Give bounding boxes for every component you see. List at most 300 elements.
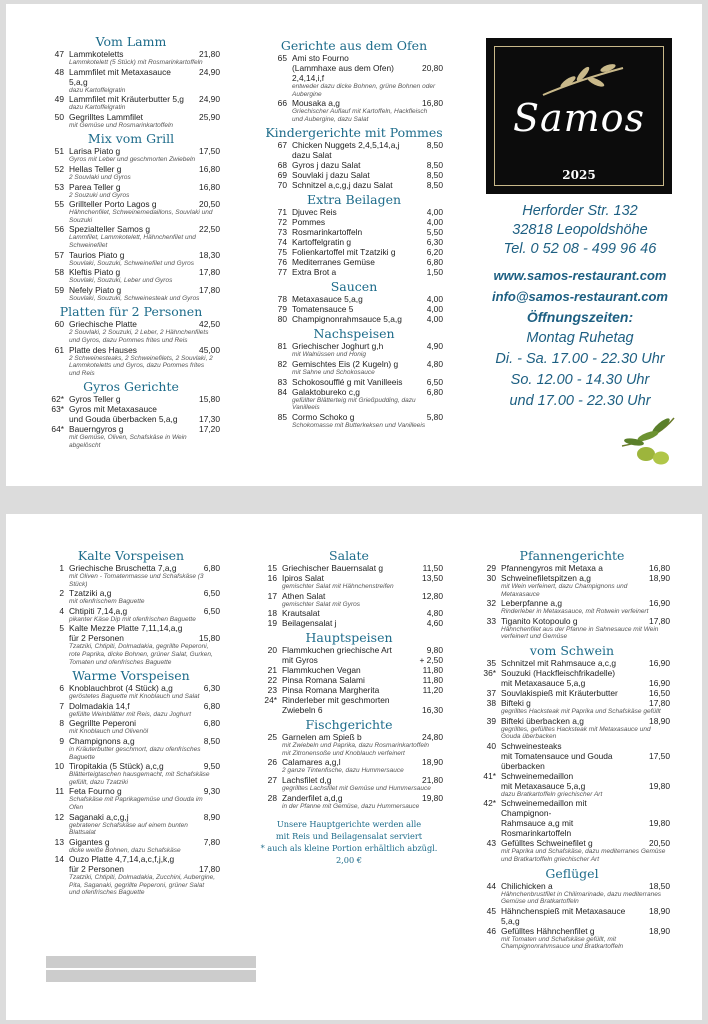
item-price: 20,50 [649,838,670,849]
section-title: Pfannengerichte [519,548,625,563]
opening-hours-line: So. 12.00 - 14.30 Uhr [510,372,650,388]
item-name: mit Tomatensauce und Gouda überbacken [501,750,613,771]
item-description: mit Sahne und Schokosauce [292,368,375,376]
item-price: 12,80 [422,590,443,601]
item-number: 9 [59,735,64,746]
item-name: Hellas Teller g [69,163,122,174]
item-name: Schnitzel a,c,g,j dazu Salat [292,180,393,191]
item-price: 6,80 [203,563,220,573]
item-description: Hähnchenfilet aus der Pfanne in Sahnesauce mit Wein verfeinert und Gemüse [501,625,659,641]
item-name: für 2 Personen [69,633,124,644]
item-number: 25 [267,732,277,743]
item-number: 80 [277,314,287,325]
item-price: 6,20 [426,247,443,258]
item-price: 6,50 [203,588,220,599]
opening-hours-list [482,328,678,412]
menu-item [42,285,220,303]
item-number: 62* [51,394,64,405]
item-price: 17,80 [199,864,220,875]
menu-item [474,781,670,799]
menu-item [42,854,220,864]
item-name: Griechischer Bauernsalat g [282,563,384,573]
menu-item [265,63,443,98]
item-price: 9,80 [426,645,443,656]
item-description: Lammkotelett (5 Stück) mit Rosmarinkartoffeln [69,59,203,66]
item-number: 77 [277,267,287,278]
item-name: Zwiebeln 6 [282,705,323,716]
item-name: Souvlaki j dazu Salat [292,170,370,181]
item-name: (Lammhaxe aus dem Ofen) 2,4,14,i,f [292,63,394,83]
menu-column-middle [265,36,443,429]
menu-item [42,563,220,588]
item-price: 11,20 [422,685,443,696]
item-price: 18,90 [649,925,670,936]
menu-item [42,837,220,855]
item-description: gemischter Salat mit Hähnchenstreifen [282,583,394,590]
section-title: Mix vom Grill [87,131,175,147]
item-price: 16,80 [199,181,220,192]
section-title: vom Schwein [529,642,615,658]
menu-item [255,563,443,573]
serving-note [255,818,443,866]
menu-item [265,267,443,277]
menu-item [474,658,670,668]
item-name: Schweinemedaillon [501,770,574,781]
item-name: Extra Brot a [292,267,337,278]
item-price: 6,30 [426,237,443,248]
item-number: 67 [277,140,287,151]
item-price: 24,90 [199,94,220,105]
item-name: Tzatziki a,g [69,588,112,599]
item-price: 19,80 [422,792,443,803]
item-name: mit Metaxasauce 5,a,g [501,677,586,688]
item-name: Gefülltes Hähnchenfilet g [501,925,595,936]
item-description: gemischter Salat mit Gyros [282,600,361,608]
menu-item [255,793,443,811]
item-price: 17,80 [649,615,670,626]
contact-block [482,202,678,412]
item-name: Feta Fourno g [69,786,122,797]
item-name: Mousaka a,g [292,98,340,109]
item-name: Flammkuchen Vegan [282,665,361,676]
item-price: 45,00 [199,344,220,355]
item-price: 4,80 [426,608,443,619]
menu-item [42,812,220,837]
item-description: Schafskäse mit Paprikagemüse und Gouda im Ofen [69,796,203,811]
item-name: Gemischtes Eis (2 Kugeln) g [292,358,399,369]
item-name: für 2 Personen [69,864,124,875]
item-description: gefüllter Blätterteig mit Grießpudding, dazu Vanilleeis [292,396,416,412]
item-name: Kalte Mezze Platte 7,11,14,a,g [69,623,183,634]
item-description: mit ofenfrischem Baguette [69,598,145,606]
item-price: 17,80 [649,697,670,708]
menu-item [255,705,443,715]
item-number: 17 [267,590,277,601]
item-price: 17,80 [199,267,220,278]
item-price: 22,50 [199,224,220,235]
item-price: 1,50 [426,267,443,278]
item-name: Tiganito Kotopoulo g [501,615,578,626]
item-description: Hähnchenbrustfilet in Chilimarinade, dazu mediterranes Gemüse und Bratkartoffeln [501,890,662,906]
item-price: 8,50 [426,170,443,181]
item-number: 82 [277,358,287,369]
item-price: 19,80 [649,780,670,791]
item-number: 18 [267,608,277,619]
menu-item [42,112,220,130]
item-price: 17,80 [199,284,220,295]
menu-item [265,377,443,387]
item-name: Djuvec Reis [292,207,337,218]
item-price: 15,80 [199,394,220,405]
menu-item [42,424,220,449]
opening-hours-title: Öffnungszeiten: [526,309,634,325]
item-description: mit Knoblauch und Olivenöl [69,728,149,736]
item-description: Rinderleber in Metaxasauce, mit Rotwein verfeinert [501,608,649,616]
item-price: 4,00 [426,217,443,228]
item-number: 64* [51,424,64,435]
section-title: Saucen [330,279,378,295]
item-price: 4,00 [426,304,443,315]
item-price: 4,60 [426,618,443,629]
item-number: 20 [267,645,277,656]
item-number: 74 [277,237,287,248]
item-name: Beilagensalat j [282,618,337,629]
item-name: Nefely Piato g [69,284,122,295]
item-name: Knoblauchbrot (4 Stück) a,g [69,683,173,694]
item-price: 21,80 [199,49,220,59]
item-description: mit Wein verfeinert, dazu Champignons und Metaxasauce [501,583,628,598]
menu-item [265,341,443,359]
item-number: 26 [267,757,277,768]
item-number: 72 [277,217,287,228]
menu-item [42,345,220,378]
item-name: Ipiros Salat [282,573,324,583]
item-price: 11,50 [422,563,443,573]
menu-item [474,688,670,698]
menu-item [474,678,670,688]
item-number: 45 [486,905,496,916]
menu-item [42,49,220,67]
item-price: 8,50 [426,160,443,171]
section-title: Warme Vorspeisen [72,668,190,684]
item-number: 66 [277,98,287,109]
item-price: 18,50 [649,880,670,891]
item-price: 4,00 [426,314,443,325]
item-name: Griechischer Joghurt g,h [292,341,384,352]
item-name: Schnitzel mit Rahmsauce a,c,g [501,657,616,668]
menu-item [42,67,220,95]
section-title: Vom Lamm [95,34,167,49]
menu-item [42,250,220,268]
item-description: gebratener Schafskäse auf einem bunten Blattsalat [69,821,188,837]
menu-item [255,675,443,685]
item-number: 36* [483,667,496,678]
section-title: Salate [329,548,369,563]
menu-item [42,94,220,112]
item-price: 18,90 [649,905,670,916]
allergen-legend [46,956,256,982]
item-name: Gefülltes Schweinefilet g [501,838,593,849]
menu-item [474,598,670,616]
item-number: 56 [54,224,64,235]
item-description: mit Walnüssen und Honig [292,351,366,359]
address-street: Herforder Str. 132 [522,203,638,219]
menu-item [474,771,670,781]
item-price: 9,30 [203,786,220,797]
menu-item [265,257,443,267]
item-number: 48 [54,66,64,77]
item-name: Metaxasauce 5,a,g [292,294,363,305]
menu-item [474,751,670,771]
item-price: 4,90 [426,341,443,352]
item-name: Pfannengyros mit Metaxa a [501,563,603,573]
item-name: Souvlakispieß mit Kräuterbutter [501,687,618,698]
item-number: 42* [483,798,496,809]
item-name: Chicken Nuggets 2,4,5,14,a,j dazu Salat [292,140,400,161]
menu-item [42,701,220,719]
menu-item [255,685,443,695]
item-price: 18,90 [649,715,670,726]
item-description: Souvlaki, Souzuki, Leber und Gyros [69,277,173,285]
menu-item [255,618,443,628]
item-name: mit Metaxasauce 5,a,g [501,780,586,791]
menu-item [265,304,443,314]
item-name: Griechische Bruschetta 7,a,g [69,563,177,573]
item-price: 5,80 [426,411,443,422]
section-title: Gyros Gerichte [83,379,179,395]
item-price: 20,50 [199,199,220,210]
item-name: Kartoffelgratin g [292,237,351,248]
item-price: 6,50 [203,605,220,616]
item-price: 19,80 [649,818,670,829]
menu-item [255,591,443,609]
menu-item [42,633,220,666]
item-price: 25,90 [199,111,220,122]
item-name: Gyros mit Metaxasauce [69,404,157,415]
item-name: Ouzo Platte 4,7,14,a,c,f,j,k,g [69,854,175,865]
item-name: Gyros j dazu Salat [292,160,361,171]
menu-column-right [474,546,670,951]
item-name: Garnelen am Spieß b [282,732,362,743]
item-number: 14 [54,854,64,865]
menu-item [474,881,670,906]
item-description: entweder dazu dicke Bohnen, grüne Bohnen oder Aubergine [292,83,436,98]
item-number: 40 [486,740,496,751]
item-description: mit Paprika und Schafskäse, dazu mediterranes Gemüse und Bratkartoffeln griechischer Art [501,848,666,863]
serving-note-line: mit Reis und Beilagensalat serviert [275,831,423,842]
item-name: Leberpfanne a,g [501,598,563,609]
item-name: Flammkuchen griechische Art [282,645,392,656]
phone-number[interactable]: Tel. 0 52 08 - 499 96 46 [503,241,657,257]
item-number: 43 [486,838,496,849]
item-price: 16,80 [649,563,670,573]
item-number: 6 [59,683,64,694]
item-price: 24,90 [199,66,220,77]
item-description: dazu Kartoffelgratin [69,104,126,112]
item-description: Lammfilet, Lammkotelett, Hähnchenfilet und Schweinefilet [69,234,196,249]
menu-column-middle [255,546,443,866]
item-name: Platte des Hauses [69,344,137,355]
item-number: 51 [54,146,64,157]
menu-item [265,412,443,430]
menu-item [42,623,220,633]
item-name: Galaktobureko c,g [292,386,360,397]
item-description: mit Zwiebeln und Paprika, dazu Rosmarinkartoffeln mit Zitronensoße und Knoblauch verfeinert [282,742,430,757]
item-price: 16,30 [422,705,443,716]
address-city: 32818 Leopoldshöhe [512,222,648,238]
item-name: Lachsfilet d,g [282,774,332,785]
item-price: 17,30 [199,414,220,425]
item-price: 6,80 [203,700,220,711]
item-number: 71 [277,207,287,218]
item-number: 30 [486,573,496,583]
item-name: Krautsalat [282,608,320,619]
item-price: 11,80 [422,675,443,686]
item-description: mit Oliven - Tomatenmasse und Schafskäse (3 Stück) [69,573,204,588]
item-name: Pinsa Romana Margherita [282,685,380,696]
item-number: 37 [486,687,496,698]
item-description: Souvlaki, Souzuki, Schweinesteak und Gyros [69,294,200,302]
item-price: 8,50 [203,735,220,746]
item-description: Schokomasse mit Butterkeksen und Vanilleeis [292,421,426,429]
menu-item [474,818,670,838]
item-name: Parea Teller g [69,181,121,192]
menu-item [474,698,670,716]
item-name: Gegrilltes Lammfilet [69,111,144,122]
item-number: 10 [54,761,64,772]
menu-item [42,864,220,897]
menu-item [265,217,443,227]
item-name: Lammfilet mit Kräuterbutter 5,g [69,94,184,105]
item-description: Hähnchenfilet, Schweinemedaillons, Souvlaki und Souzuki [69,209,213,224]
item-name: Schweinefiletspitzen a,g [501,573,591,583]
item-number: 32 [486,598,496,609]
item-description: dazu Bratkartoffeln griechischer Art [501,790,603,798]
menu-item [42,683,220,701]
item-description: mit Gemüse, Oliven, Schafskäse in Wein abgelöscht [69,434,187,449]
item-description: Blätterteigtaschen hausgemacht, mit Schafskäse gefüllt, dazu Tzatziki [69,771,210,786]
opening-hours-line: Di. - Sa. 17.00 - 22.30 Uhr [495,351,665,367]
item-number: 78 [277,294,287,305]
item-description: 2 Schweinesteaks, 2 Schweinefilets, 2 Souvlaki, 2 Lammkoteletts und Gyros, dazu Pommes frites und Reis [69,354,213,377]
website-link[interactable]: www.samos-restaurant.com [493,268,667,283]
item-name: Mediterranes Gemüse [292,257,375,268]
item-price: 16,90 [649,598,670,609]
opening-hours-line: Montag Ruhetag [526,330,634,346]
item-number: 39 [486,715,496,726]
item-number: 69 [277,170,287,181]
item-name: Champignonrahmsauce 5,a,g [292,314,402,325]
item-price: 8,50 [426,180,443,191]
item-description: Gyros mit Leber und geschmorten Zwiebeln [69,156,196,164]
menu-item [265,387,443,412]
menu-item [255,665,443,675]
item-price: 6,80 [426,257,443,268]
item-price: 16,50 [649,687,670,698]
menu-item [255,608,443,618]
item-name: Rahmsauce a,g mit Rosmarinkartoffeln [501,818,574,839]
email-link[interactable]: info@samos-restaurant.com [492,289,668,304]
item-price: 16,80 [422,98,443,109]
item-name: Gegrillte Peperoni [69,718,137,729]
item-description: Griechischer Auflauf mit Kartoffeln, Hackfleisch und Aubergine, dazu Salat [292,108,428,123]
item-price: 5,50 [426,227,443,238]
menu-item [42,414,220,424]
serving-note-line: Unsere Hauptgerichte werden alle [276,819,422,830]
item-price: 16,90 [649,677,670,688]
item-description: Tzatziki, Chtipiti, Dolmadakia, Zucchini, Aubergine, Pita, Saganaki, gegrillte Peperoni, grüner Salat und ofenfrisches Baguette [69,874,216,897]
menu-item [42,182,220,200]
item-number: 65 [277,53,287,63]
item-description: geröstetes Baguette mit Knoblauch und Salat [69,693,200,701]
item-name: Dolmadakia 14,f [69,700,130,711]
item-name: Souzuki (Hackfleischfrikadelle) [501,667,616,678]
item-number: 70 [277,180,287,191]
item-description: 2 Souvlaki, 2 Souzuki, 2 Leber, 2 Hähnchenfilets und Gyros, dazu Pommes frites und Reis [69,329,209,344]
logo-year: 2025 [562,168,596,182]
menu-item [42,736,220,761]
menu-item [42,199,220,224]
section-title: Extra Beilagen [306,192,402,208]
menu-item [265,359,443,377]
item-number: 1 [59,563,64,573]
menu-item [474,716,670,741]
item-number: 59 [54,284,64,295]
item-name: Larisa Piato g [69,146,121,157]
item-description: 2 Souzuki und Gyros [69,191,130,199]
item-number: 19 [267,618,277,629]
item-price: 42,50 [199,319,220,330]
item-number: 13 [54,836,64,847]
item-number: 35 [486,657,496,668]
menu-item [42,786,220,811]
item-price: 21,80 [422,774,443,785]
menu-item [255,775,443,793]
menu-item [255,645,443,655]
item-description: gegrilltes Lachsfilet mit Gemüse und Hummersauce [282,784,431,792]
item-price: 18,30 [199,249,220,260]
item-description: pikanter Käse Dip mit ofenfrischen Baguette [69,615,196,623]
menu-column-left [42,32,220,449]
item-number: 28 [267,792,277,803]
menu-item [265,207,443,217]
item-number: 52 [54,163,64,174]
item-price: 13,50 [422,573,443,583]
item-number: 75 [277,247,287,258]
item-price: 6,80 [203,718,220,729]
item-number: 2 [59,588,64,599]
item-number: 12 [54,811,64,822]
item-name: Bifteki überbacken a,g [501,715,584,726]
item-number: 49 [54,94,64,105]
menu-item [42,164,220,182]
item-name: Rosmarinkartoffeln [292,227,363,238]
item-number: 7 [59,700,64,711]
item-number: 41* [483,770,496,781]
menu-item [265,170,443,180]
opening-hours-line: und 17.00 - 22.30 Uhr [509,393,651,409]
item-number: 27 [267,774,277,785]
item-number: 61 [54,344,64,355]
item-name: Chilichicken a [501,880,553,891]
item-description: dazu Kartoffelgratin [69,86,126,94]
section-title: Platten für 2 Personen [59,304,203,320]
item-name: Pommes [292,217,326,228]
item-name: Champignons a,g [69,735,135,746]
item-name: Tiropitakia (5 Stück) a,c,g [69,761,164,772]
menu-item [255,695,443,705]
menu-item [474,616,670,641]
